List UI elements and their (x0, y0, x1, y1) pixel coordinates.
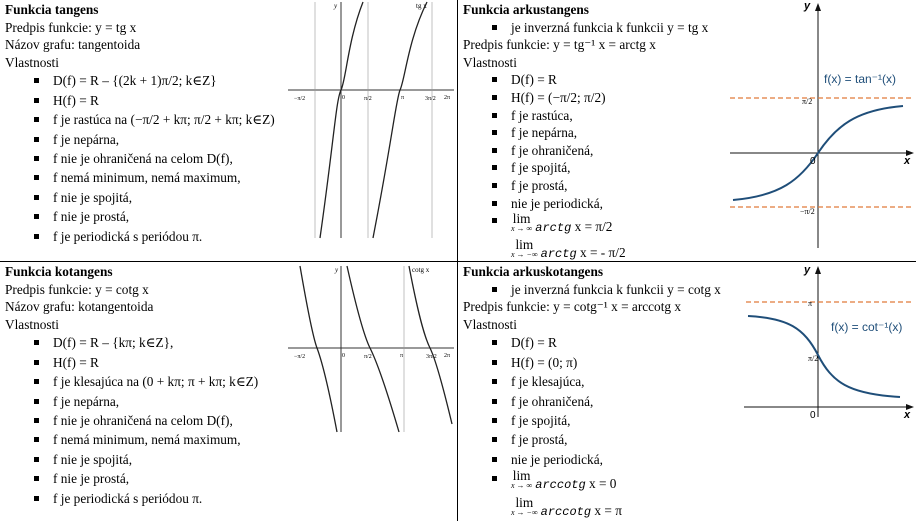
list-item: f je spojitá, (463, 159, 708, 177)
arkuskotangens-limit-2: lim x → −∞ arccotg x = π (511, 494, 622, 519)
tangent-branch (373, 2, 427, 238)
list-item: D(f) = R – {kπ; k∈Z}, (5, 333, 258, 352)
y-axis-label: y (335, 266, 339, 274)
list-item: f nie je prostá, (5, 469, 258, 488)
function-label: cotg x (412, 266, 430, 274)
arkuskotangens-list (463, 333, 721, 495)
tick-label: π/2 (808, 354, 819, 363)
tick-label: 2π (444, 353, 451, 359)
arkustangens-predpis: Predpis funkcie: y = tg⁻¹ x = arctg x (463, 37, 656, 53)
arkustangens-title: Funkcia arkustangens (463, 2, 589, 17)
tangens-graph (288, 0, 456, 240)
list-item: je inverzná funkcia k funkcii y = tg x (463, 19, 708, 37)
arkuskotangens-cell (458, 262, 916, 521)
arkustangens-cell (458, 0, 916, 262)
tick-label: π (401, 95, 405, 101)
list-item: lim x → ∞ arctg x = π/2 (463, 212, 708, 238)
arkuskotangens-title: Funkcia arkuskotangens (463, 264, 604, 279)
kotangens-text (5, 263, 258, 508)
list-item: f nie je spojitá, (5, 450, 258, 469)
list-item: D(f) = R (463, 333, 721, 352)
list-item: f nie je spojitá, (5, 188, 275, 207)
arkustangens-vlastnosti: Vlastnosti (463, 54, 517, 70)
function-label: f(x) = tan⁻¹(x) (824, 72, 897, 86)
list-item: f je prostá, (463, 177, 708, 195)
arkustangens-limit-2: lim x → −∞ arctg x = - π/2 (511, 236, 626, 261)
tick-label: 3π/2 (425, 96, 436, 102)
limit: lim x → −∞ (511, 494, 538, 517)
list-item: f nie je prostá, (5, 207, 275, 226)
tick-label: 3π/2 (426, 354, 437, 360)
tick-label: π (808, 299, 813, 308)
tangens-title: Funkcia tangens (5, 2, 99, 17)
kotangens-graph (288, 264, 456, 434)
list-item: f je nepárna, (5, 392, 258, 411)
tick-label: π (400, 353, 404, 359)
list-item: f je klesajúca, (463, 372, 721, 391)
list-item: f je klesajúca na (0 + kπ; π + kπ; k∈Z) (5, 372, 258, 391)
arkustangens-graph (730, 0, 916, 250)
list-item: f je ohraničená, (463, 392, 721, 411)
function-label: f(x) = cot⁻¹(x) (831, 320, 903, 334)
arkustangens-list (463, 71, 708, 237)
list-item: lim x → ∞ arccotg x = 0 (463, 469, 721, 495)
list-item: nie je periodická, (463, 450, 721, 469)
function-label: tg x (416, 2, 427, 10)
kotangens-vlastnosti: Vlastnosti (5, 316, 59, 332)
tick-label: π/2 (364, 354, 372, 360)
arkustangens-text (463, 1, 708, 262)
list-item: H(f) = (0; π) (463, 353, 721, 372)
list-item: f je prostá, (463, 430, 721, 449)
arkuskotangens-vlastnosti: Vlastnosti (463, 316, 517, 332)
list-item: f nemá minimum, nemá maximum, (5, 430, 258, 449)
kotangens-nazov: Názov grafu: kotangentoida (5, 299, 154, 315)
origin-label: 0 (810, 156, 816, 167)
list-item: f je spojitá, (463, 411, 721, 430)
arkuskotangens-text (463, 263, 721, 521)
tick-label: 0 (342, 95, 345, 101)
tick-label: π/2 (802, 97, 813, 106)
cotangent-branch (347, 266, 399, 432)
list-item: f je rastúca, (463, 107, 708, 125)
tick-label: 2π (444, 95, 451, 101)
tick-label: −π/2 (800, 207, 815, 216)
tangens-cell (0, 0, 458, 262)
kotangens-predpis: Predpis funkcie: y = cotg x (5, 281, 149, 297)
list-item: f je nepárna, (5, 130, 275, 149)
y-arrow (815, 266, 821, 274)
list-item: f je ohraničená, (463, 142, 708, 160)
list-item: H(f) = R (5, 353, 258, 372)
tick-label: −π/2 (294, 96, 306, 102)
list-item: D(f) = R (463, 71, 708, 89)
tangens-nazov: Názov grafu: tangentoida (5, 37, 141, 53)
arkuskotangens-intro (463, 281, 721, 299)
tangens-list (5, 71, 275, 246)
kotangens-list (5, 333, 258, 508)
list-item: je inverzná funkcia k funkcii y = cotg x (463, 281, 721, 299)
limit: lim x → ∞ (511, 468, 533, 491)
list-item: H(f) = R (5, 91, 275, 110)
y-axis-label: y (334, 2, 338, 10)
x-axis-label: x (904, 409, 911, 421)
tick-label: π/2 (364, 96, 372, 102)
list-item: f je rastúca na (−π/2 + kπ; π/2 + kπ; k∈Z) (5, 110, 275, 129)
origin-label: 0 (810, 410, 816, 421)
list-item: f nie je ohraničená na celom D(f), (5, 149, 275, 168)
tangens-predpis: Predpis funkcie: y = tg x (5, 19, 137, 35)
list-item: nie je periodická, (463, 195, 708, 213)
tick-label: 0 (342, 353, 345, 359)
arkustangens-intro (463, 19, 708, 37)
kotangens-cell (0, 262, 458, 521)
y-axis-label: y (804, 0, 811, 12)
list-item: f nie je ohraničená na celom D(f), (5, 411, 258, 430)
list-item: f je periodická s periódou π. (5, 227, 275, 246)
cotangent-branch (409, 266, 452, 424)
list-item: f je periodická s periódou π. (5, 489, 258, 508)
list-item: f je nepárna, (463, 124, 708, 142)
list-item: f nemá minimum, nemá maximum, (5, 168, 275, 187)
arkuskotangens-predpis: Predpis funkcie: y = cotg⁻¹ x = arccotg x (463, 299, 682, 315)
list-item: D(f) = R – {(2k + 1)π/2; k∈Z} (5, 71, 275, 90)
kotangens-title: Funkcia kotangens (5, 264, 113, 279)
y-axis-label: y (804, 264, 811, 276)
limit: lim x → −∞ (511, 236, 538, 259)
arkuskotangens-graph (744, 262, 916, 422)
y-arrow (815, 3, 821, 11)
list-item: H(f) = (−π/2; π/2) (463, 89, 708, 107)
limit: lim x → ∞ (511, 211, 533, 234)
tangens-text (5, 1, 275, 246)
x-axis-label: x (904, 155, 911, 167)
cotangent-branch (300, 266, 337, 432)
tick-label: −π/2 (294, 354, 306, 360)
tangens-vlastnosti: Vlastnosti (5, 54, 59, 70)
